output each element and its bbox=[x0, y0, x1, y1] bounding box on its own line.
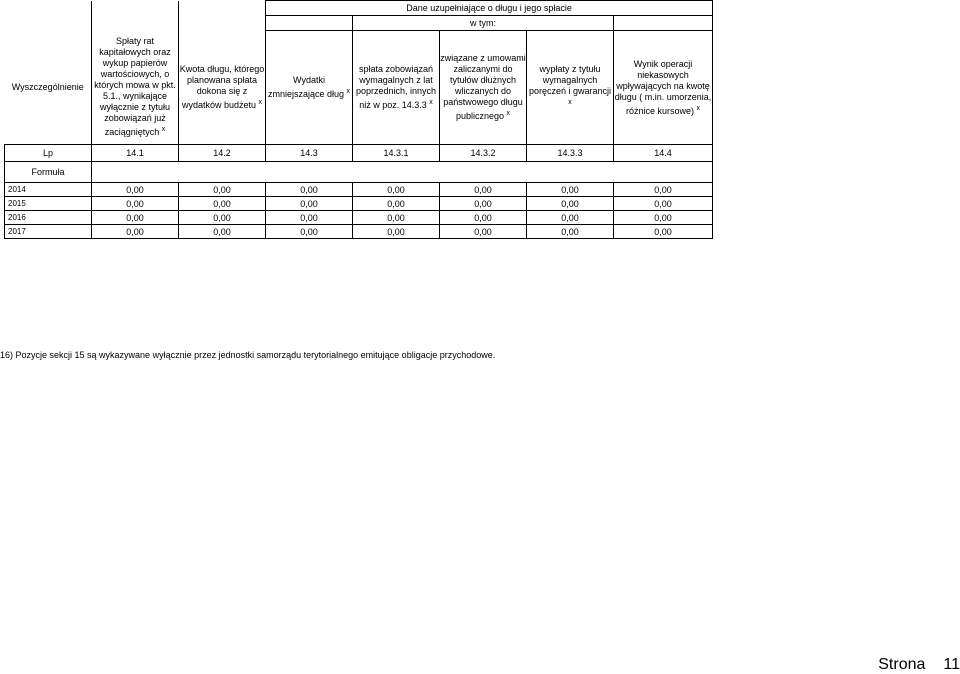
value-cell: 0,00 bbox=[92, 183, 179, 197]
lp-label: Lp bbox=[5, 145, 92, 162]
header-spacer bbox=[614, 16, 713, 31]
value-cell: 0,00 bbox=[527, 197, 614, 211]
sub-title: w tym: bbox=[353, 16, 614, 31]
value-cell: 0,00 bbox=[614, 225, 713, 239]
page-label: Strona bbox=[878, 656, 926, 673]
value-cell: 0,00 bbox=[266, 183, 353, 197]
value-cell: 0,00 bbox=[440, 197, 527, 211]
lp-code: 14.1 bbox=[92, 145, 179, 162]
lp-code: 14.4 bbox=[614, 145, 713, 162]
lp-code: 14.3.1 bbox=[353, 145, 440, 162]
lp-code: 14.3.3 bbox=[527, 145, 614, 162]
value-cell: 0,00 bbox=[266, 225, 353, 239]
column-header-5: spłata zobowiązań wymagalnych z lat poprzednich, innych niż w poz. 14.3.3 $^x$ bbox=[353, 31, 440, 145]
column-header-4: Wydatki zmniejszające dług $^x$ bbox=[266, 31, 353, 145]
header-spacer bbox=[5, 1, 92, 16]
value-cell: 0,00 bbox=[353, 197, 440, 211]
row-year: 2017 bbox=[5, 225, 92, 239]
table-row bbox=[5, 225, 713, 239]
value-cell: 0,00 bbox=[614, 211, 713, 225]
value-cell: 0,00 bbox=[92, 197, 179, 211]
value-cell: 0,00 bbox=[92, 211, 179, 225]
row-year: 2014 bbox=[5, 183, 92, 197]
value-cell: 0,00 bbox=[353, 211, 440, 225]
value-cell: 0,00 bbox=[179, 225, 266, 239]
value-cell: 0,00 bbox=[527, 225, 614, 239]
table-row bbox=[5, 183, 713, 197]
value-cell: 0,00 bbox=[527, 183, 614, 197]
column-header-3: Kwota długu, którego planowana spłata dokona się z wydatków budżetu $^x$ bbox=[179, 31, 266, 145]
value-cell: 0,00 bbox=[527, 211, 614, 225]
header-spacer bbox=[266, 16, 353, 31]
header-spacer bbox=[5, 16, 92, 31]
value-cell: 0,00 bbox=[266, 197, 353, 211]
header-spacer bbox=[92, 1, 179, 16]
page-number: 11 bbox=[943, 656, 960, 673]
value-cell: 0,00 bbox=[266, 211, 353, 225]
column-header-1: Wyszczególnienie bbox=[5, 31, 92, 145]
value-cell: 0,00 bbox=[614, 197, 713, 211]
header-spacer bbox=[92, 16, 179, 31]
column-header-6: związane z umowami zaliczanymi do tytułów dłużnych wliczanych do państwowego długu publicznego $^x$ bbox=[440, 31, 527, 145]
column-header-2: Spłaty rat kapitałowych oraz wykup papierów wartościowych, o których mowa w pkt. 5.1., wynikające wyłącznie z tytułu zobowiązań już zaciągniętych $^x$ bbox=[92, 31, 179, 145]
group-title: Dane uzupełniające o długu i jego spłacie bbox=[266, 1, 713, 16]
value-cell: 0,00 bbox=[440, 225, 527, 239]
value-cell: 0,00 bbox=[179, 183, 266, 197]
value-cell: 0,00 bbox=[179, 197, 266, 211]
value-cell: 0,00 bbox=[179, 211, 266, 225]
value-cell: 0,00 bbox=[92, 225, 179, 239]
column-header-8: Wynik operacji niekasowych wpływających na kwotę długu ( m.in. umorzenia, różnice kursowe) $^x$ bbox=[614, 31, 713, 145]
header-spacer bbox=[179, 1, 266, 16]
value-cell: 0,00 bbox=[440, 183, 527, 197]
debt-table bbox=[4, 0, 713, 239]
value-cell: 0,00 bbox=[614, 183, 713, 197]
lp-code: 14.3.2 bbox=[440, 145, 527, 162]
lp-code: 14.2 bbox=[179, 145, 266, 162]
value-cell: 0,00 bbox=[353, 225, 440, 239]
value-cell: 0,00 bbox=[353, 183, 440, 197]
page-footer bbox=[878, 656, 960, 674]
footnote: 16) Pozycje sekcji 15 są wykazywane wyłącznie przez jednostki samorządu terytorialnego emitujące obligacje przychodowe. bbox=[0, 350, 496, 360]
formula-label: Formuła bbox=[5, 162, 92, 183]
row-year: 2015 bbox=[5, 197, 92, 211]
row-year: 2016 bbox=[5, 211, 92, 225]
table-row bbox=[5, 211, 713, 225]
formula-empty bbox=[92, 162, 713, 183]
table-row bbox=[5, 197, 713, 211]
lp-code: 14.3 bbox=[266, 145, 353, 162]
column-header-7: wypłaty z tytułu wymagalnych poręczeń i gwarancji $^x$ bbox=[527, 31, 614, 145]
value-cell: 0,00 bbox=[440, 211, 527, 225]
header-spacer bbox=[179, 16, 266, 31]
